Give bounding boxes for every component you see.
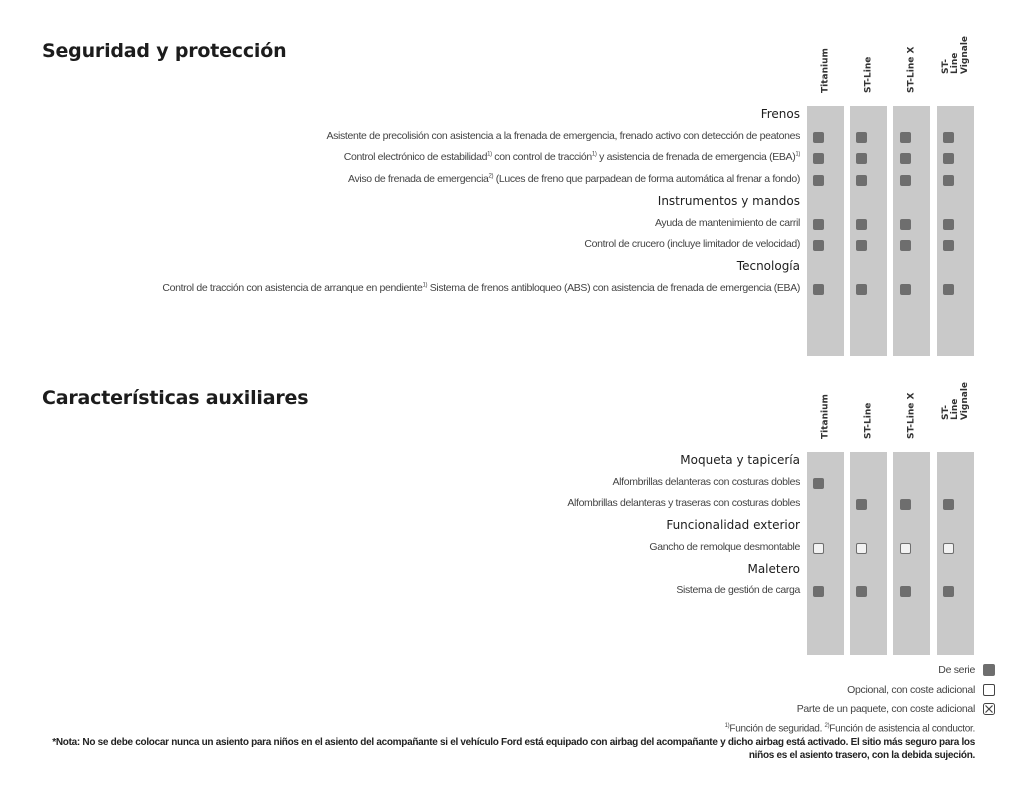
legend-label: Parte de un paquete, con coste adicional [796,703,975,715]
package-square-icon [983,703,995,715]
feature-row [0,149,1020,170]
feature-label: Asistente de precolisión con asistencia a la frenada de emergencia, frenado activo con detección de peatones [326,129,800,142]
standard-square-icon [856,175,867,186]
category-row [0,517,1020,538]
column-header-st-line-vignale: ST-Line Vignale [940,35,970,74]
standard-square-icon [943,284,954,295]
standard-square-icon [856,240,867,251]
standard-square-icon [856,499,867,510]
feature-row [0,495,1020,516]
category-label: Funcionalidad exterior [666,518,800,533]
feature-row [0,582,1020,603]
legend-standard [938,664,975,676]
standard-square-icon [856,219,867,230]
standard-square-icon [943,153,954,164]
category-label: Moqueta y tapicería [680,453,800,467]
category-label: Tecnología [736,258,800,273]
standard-square-icon [813,219,824,230]
standard-square-icon [943,240,954,251]
feature-row [0,474,1020,495]
column-header-titanium: Titanium [819,47,830,93]
feature-row [0,539,1020,560]
safety-note: *Nota: No se debe colocar nunca un asiento para niños en el asiento del acompañante si el vehículo Ford está equipado con airbag del acompañante y dicho airbag está activado. El sitio más seguro para los niños es el asiento trasero, con la debida sujeción. [52,737,975,761]
feature-label: Gancho de remolque desmontable [649,540,800,553]
optional-square-icon [856,543,867,554]
standard-square-icon [856,586,867,597]
standard-square-icon [813,284,824,295]
legend-optional [847,684,975,696]
standard-square-icon [813,478,824,489]
standard-square-icon [900,153,911,164]
standard-square-icon [900,240,911,251]
column-header-st-line: ST-Line [862,402,873,439]
standard-square-icon [943,586,954,597]
column-header-st-line-x: ST-Line X [905,392,916,439]
category-row [0,106,1020,127]
standard-square-icon [900,284,911,295]
category-row [0,258,1020,279]
feature-label: Alfombrillas delanteras con costuras dobles [612,475,800,488]
standard-square-icon [813,586,824,597]
optional-square-icon [813,543,824,554]
optional-square-icon [943,543,954,554]
column-header-st-line-vignale: ST-Line Vignale [940,381,970,420]
standard-square-icon [900,132,911,143]
standard-square-icon [856,132,867,143]
standard-square-icon [856,153,867,164]
feature-row [0,128,1020,149]
category-row [0,452,1020,473]
standard-square-icon [900,175,911,186]
standard-square-icon [813,153,824,164]
feature-label: Aviso de frenada de emergencia$^{2)}$ (Luces de freno que parpadean de forma automática al frenar a fondo) [348,173,800,186]
standard-square-icon [900,586,911,597]
standard-square-icon [813,132,824,143]
category-row [0,561,1020,582]
legend-label: De serie [938,664,975,676]
standard-square-icon [856,284,867,295]
category-label: Instrumentos y mandos [657,193,800,208]
feature-row [0,171,1020,192]
column-header-st-line: ST-Line [862,56,873,93]
feature-label: Sistema de gestión de carga [676,584,800,597]
standard-square-icon [943,132,954,143]
standard-square-icon [900,219,911,230]
section-title: Características auxiliares [42,387,309,409]
optional-square-icon [983,684,995,696]
standard-square-icon [943,499,954,510]
footnote: $^{1)}$Función de seguridad. $^{2)}$Función de asistencia al conductor. [724,723,975,735]
category-row [0,193,1020,214]
feature-label: Ayuda de mantenimiento de carril [654,216,800,229]
standard-square-icon [900,499,911,510]
standard-square-icon [943,175,954,186]
feature-row [0,236,1020,257]
standard-square-icon [943,219,954,230]
legend-label: Opcional, con coste adicional [847,684,975,696]
category-label: Frenos [760,107,800,121]
category-label: Maletero [747,561,800,576]
feature-label: Control de tracción con asistencia de arranque en pendiente$^{1)}$ Sistema de frenos antibloqueo (ABS) con asistencia de frenada de emergencia (EBA) [162,281,800,294]
standard-square-icon [813,175,824,186]
section-title: Seguridad y protección [42,40,287,62]
feature-label: Alfombrillas delanteras y traseras con costuras dobles [567,497,800,510]
column-header-titanium: Titanium [819,393,830,439]
feature-row [0,280,1020,301]
feature-label: Control de crucero (incluye limitador de velocidad) [584,238,800,251]
column-header-st-line-x: ST-Line X [905,46,916,93]
standard-square-icon [813,240,824,251]
optional-square-icon [900,543,911,554]
legend-package [797,703,975,715]
standard-square-icon [983,664,995,676]
feature-row [0,215,1020,236]
feature-label: Control electrónico de estabilidad$^{1)}$ con control de tracción$^{1)}$ y asistencia de frenada de emergencia (EBA)$^{1)}$ [343,151,800,164]
